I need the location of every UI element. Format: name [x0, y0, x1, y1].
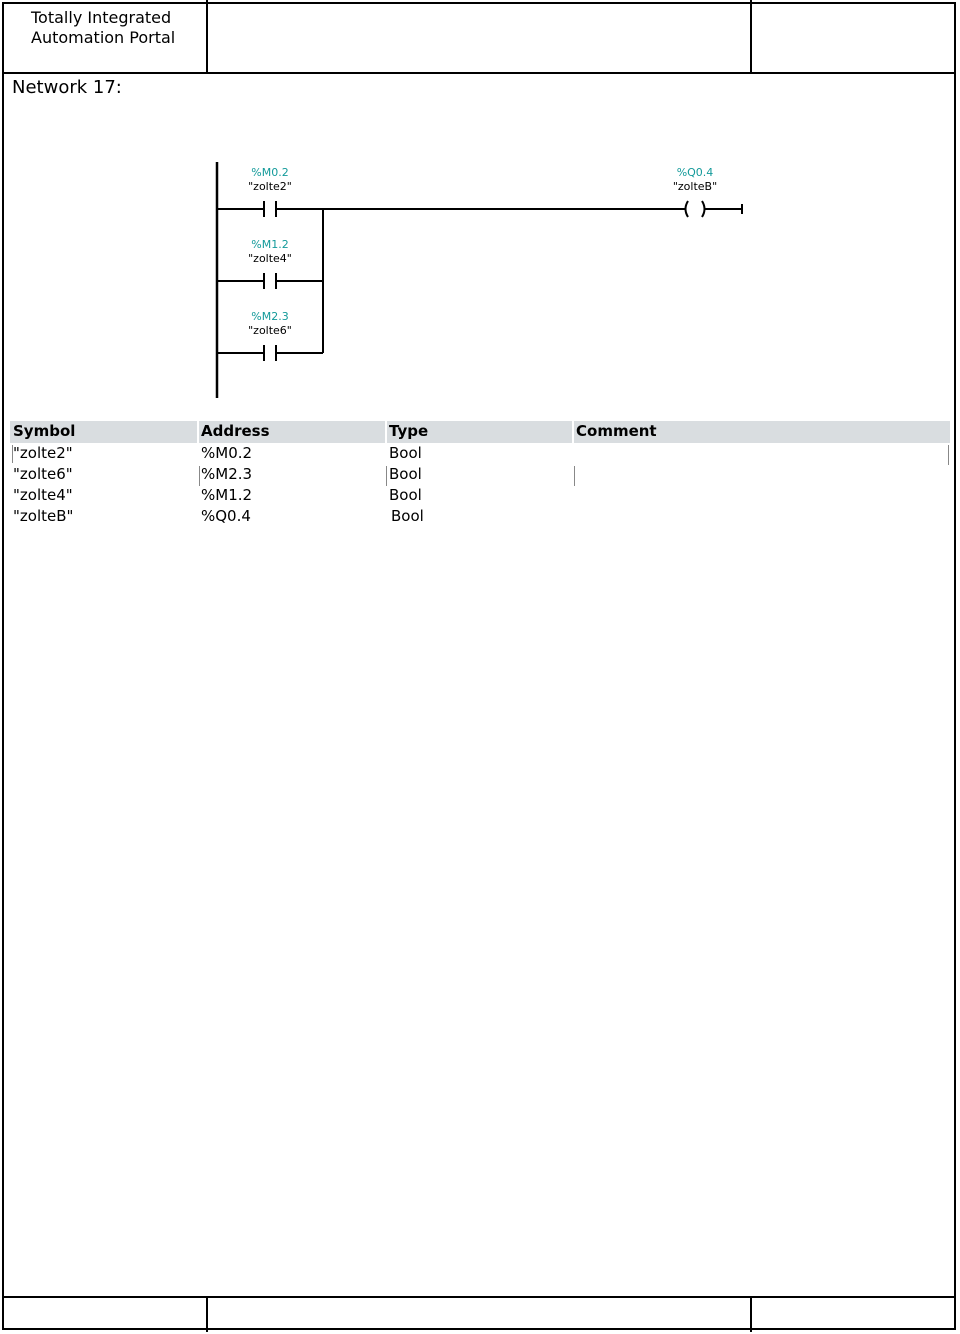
coil-q04-left-arc [686, 201, 689, 217]
column-header-comment: Comment [576, 422, 657, 440]
contact-m02-address: %M0.2 [251, 166, 289, 179]
table-row [10, 485, 950, 506]
cell-symbol: "zolteB" [13, 507, 74, 525]
footer-divider [206, 1296, 208, 1332]
header-separator [197, 421, 199, 443]
cell-edge-mark [12, 445, 13, 463]
footer-divider [750, 1296, 752, 1332]
cell-type: Bool [391, 507, 424, 525]
header-separator [572, 421, 574, 443]
cell-address: %M2.3 [201, 465, 253, 483]
contact-m12-address: %M1.2 [251, 238, 289, 251]
cell-symbol: "zolte4" [13, 486, 73, 504]
cell-type: Bool [389, 486, 422, 504]
header-separator [385, 421, 387, 443]
network-title: Network 17: [12, 77, 122, 98]
cell-edge-mark [199, 466, 200, 486]
coil-q04-address: %Q0.4 [676, 166, 714, 179]
table-header-row [10, 421, 950, 443]
cell-type: Bool [389, 465, 422, 483]
table-row [10, 464, 950, 485]
cell-symbol: "zolte2" [13, 444, 73, 462]
contact-m12-symbol: "zolte4" [248, 252, 292, 265]
coil-q04-symbol: "zolteB" [672, 180, 718, 193]
app-title-line1: Totally Integrated [31, 8, 172, 27]
coil-q04-right-arc [702, 201, 705, 217]
contact-m23-symbol: "zolte6" [248, 324, 292, 337]
cell-edge-mark [948, 445, 949, 465]
app-title-line2: Automation Portal [31, 28, 176, 47]
symbol-table [10, 421, 950, 527]
cell-symbol: "zolte6" [13, 465, 73, 483]
table-row [10, 443, 950, 464]
contact-m23-address: %M2.3 [251, 310, 289, 323]
contact-m02-symbol: "zolte2" [248, 180, 292, 193]
page-footer [2, 1296, 956, 1332]
table-row [10, 506, 950, 527]
column-header-symbol: Symbol [13, 422, 76, 440]
ladder-diagram [0, 0, 960, 410]
cell-edge-mark [574, 466, 575, 486]
column-header-address: Address [201, 422, 270, 440]
cell-type: Bool [389, 444, 422, 462]
cell-address: %Q0.4 [201, 507, 251, 525]
cell-address: %M1.2 [201, 486, 253, 504]
cell-address: %M0.2 [201, 444, 253, 462]
column-header-type: Type [389, 422, 429, 440]
cell-edge-mark [386, 466, 387, 486]
